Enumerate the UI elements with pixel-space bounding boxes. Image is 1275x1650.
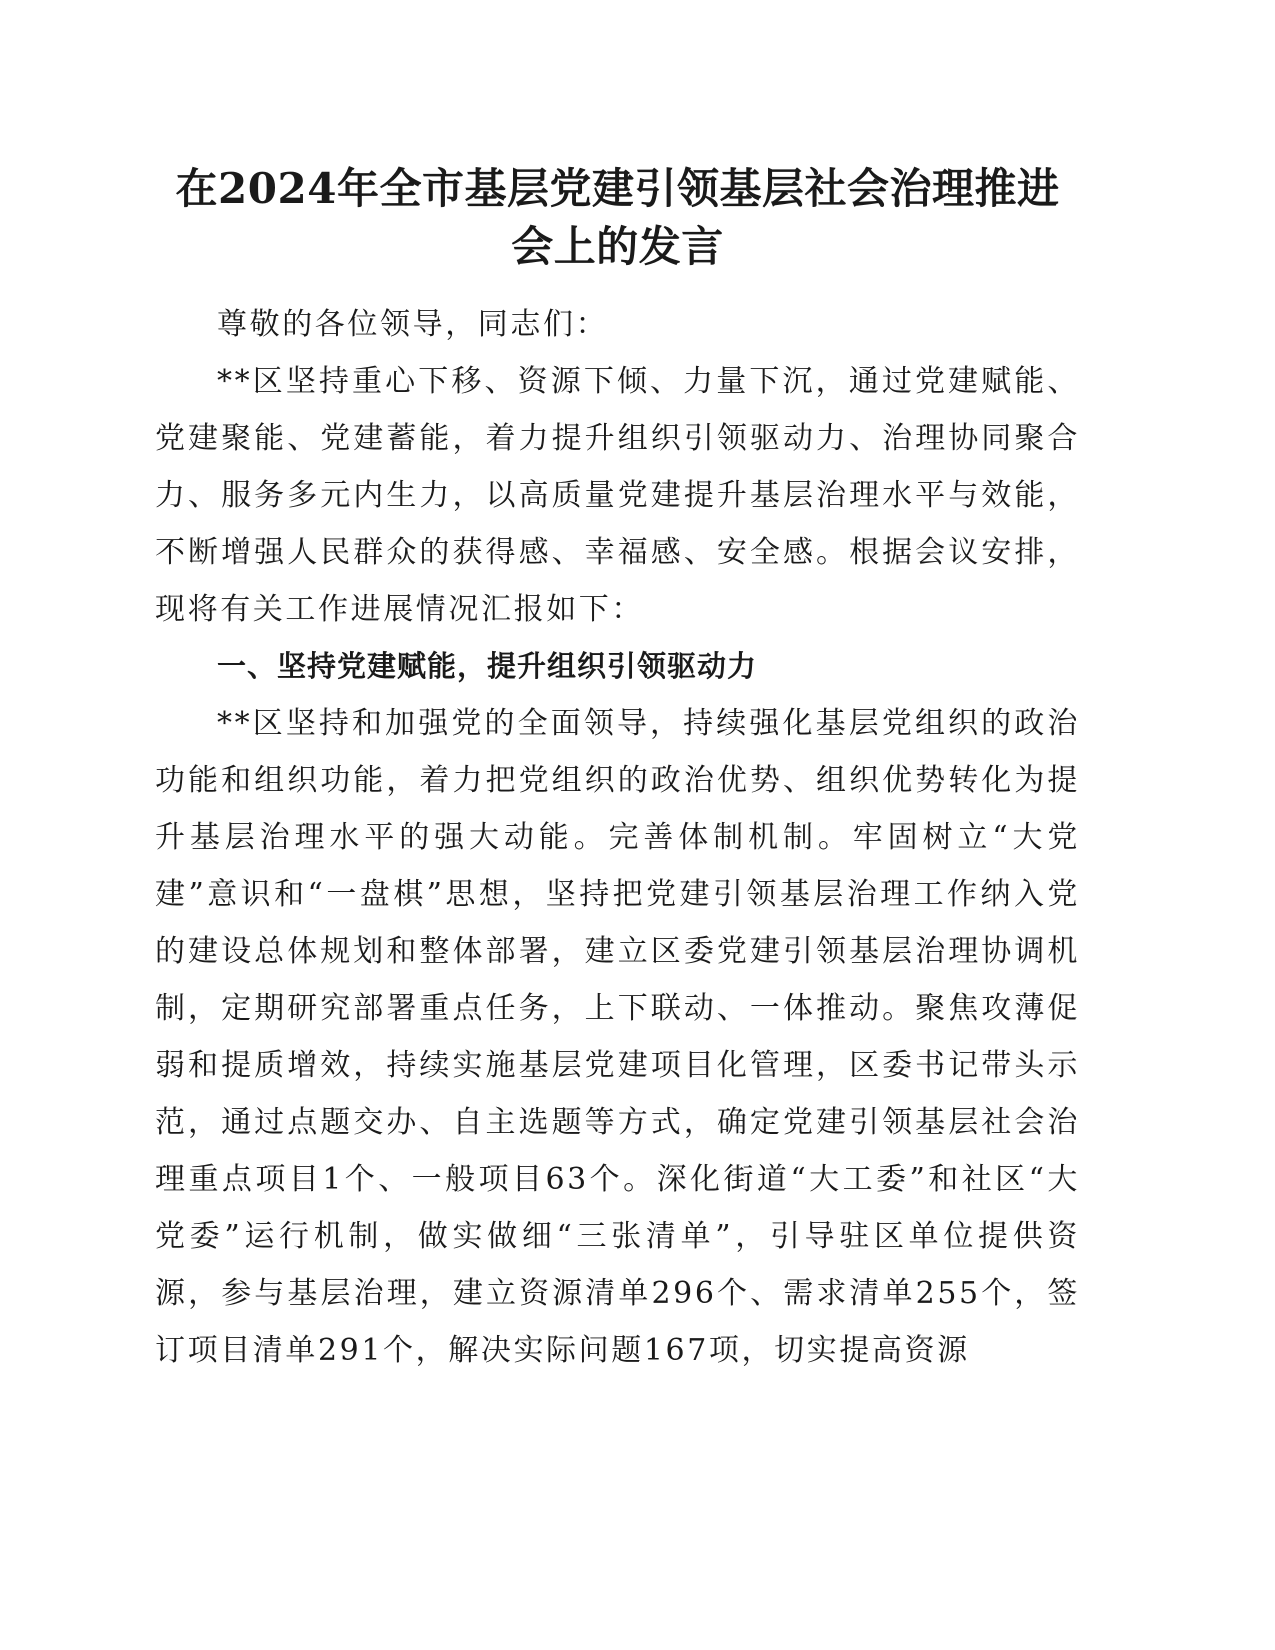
document-page	[155, 160, 1080, 1379]
document-body	[155, 296, 1080, 1379]
salutation: 尊敬的各位领导，同志们：	[217, 307, 609, 342]
title-line-1: 在2024年全市基层党建引领基层社会治理推进	[175, 164, 1060, 213]
title-line-2: 会上的发言	[511, 222, 724, 271]
document-title	[155, 160, 1080, 276]
intro-paragraph: **区坚持重心下移、资源下倾、力量下沉，通过党建赋能、党建聚能、党建蓄能，着力提升组织引领驱动力、治理协同聚合力、服务多元内生力，以高质量党建提升基层治理水平与效能，不断增强人民群众的获得感、幸福感、安全感。根据会议安排，现将有关工作进展情况汇报如下：	[155, 364, 1080, 627]
section-1-paragraph: **区坚持和加强党的全面领导，持续强化基层党组织的政治功能和组织功能，着力把党组织的政治优势、组织优势转化为提升基层治理水平的强大动能。完善体制机制。牢固树立“大党建”意识和“一盘棋”思想，坚持把党建引领基层治理工作纳入党的建设总体规划和整体部署，建立区委党建引领基层治理协调机制，定期研究部署重点任务，上下联动、一体推动。聚焦攻薄促弱和提质增效，持续实施基层党建项目化管理，区委书记带头示范，通过点题交办、自主选题等方式，确定党建引领基层社会治理重点项目1个、一般项目63个。深化街道“大工委”和社区“大党委”运行机制，做实做细“三张清单”，引导驻区单位提供资源，参与基层治理，建立资源清单296个、需求清单255个，签订项目清单291个，解决实际问题167项，切实提高资源	[155, 706, 1080, 1368]
section-heading-1: 一、坚持党建赋能，提升组织引领驱动力	[217, 649, 758, 683]
